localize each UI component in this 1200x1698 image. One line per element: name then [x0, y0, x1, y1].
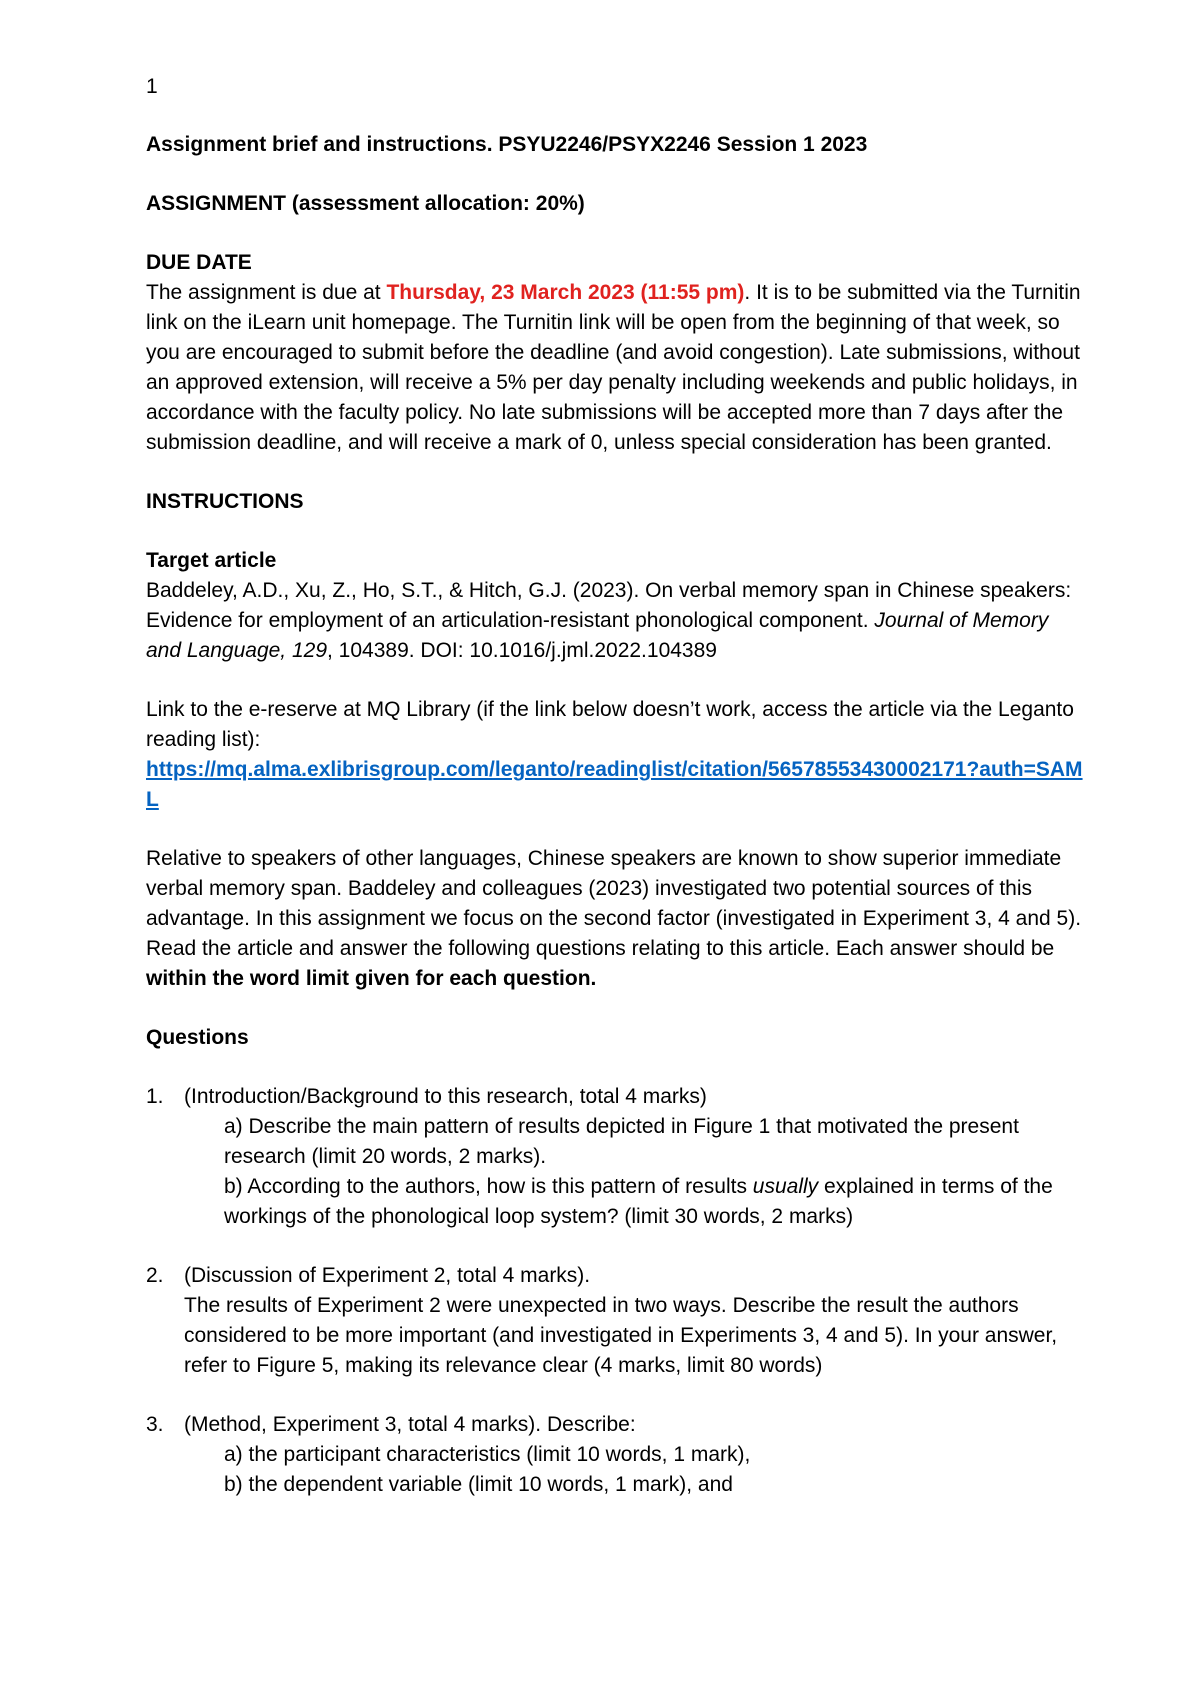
library-link-text: Link to the e-reserve at MQ Library (if the link below doesn’t work, access the article via the Leganto reading list): — [146, 698, 1074, 751]
page-number: 1 — [146, 75, 158, 98]
assignment-heading: ASSIGNMENT (assessment allocation: 20%) — [146, 192, 585, 215]
question-number: 3. — [146, 1413, 164, 1436]
question-1b-post: explained in terms of the workings of the phonological loop system? (limit 30 words, 2 marks) — [224, 1175, 1053, 1228]
question-1 — [146, 1082, 1086, 1232]
deadline-text: Thursday, 23 March 2023 (11:55 pm) — [386, 281, 745, 304]
question-2-body: The results of Experiment 2 were unexpected in two ways. Describe the result the authors considered to be more important (and investigated in Experiments 3, 4 and 5). In your answer, refer to Figure 5, making its relevance clear (4 marks, limit 80 words) — [184, 1294, 1058, 1377]
due-date-intro: The assignment is due at — [146, 281, 387, 304]
questions-list — [146, 1082, 1086, 1500]
question-1a: a) Describe the main pattern of results depicted in Figure 1 that motivated the present research (limit 20 words, 2 marks). — [224, 1115, 1019, 1168]
document-content — [146, 72, 1086, 1529]
overview-paragraph — [146, 844, 1086, 994]
question-number: 1. — [146, 1085, 164, 1108]
question-1b — [184, 1172, 1086, 1232]
question-3b: b) the dependent variable (limit 10 words, 1 mark), and — [224, 1473, 733, 1496]
word-limit-emphasis: within the word limit given for each question — [146, 967, 591, 990]
document-title: Assignment brief and instructions. PSYU2246/PSYX2246 Session 1 2023 — [146, 133, 868, 156]
questions-heading: Questions — [146, 1026, 249, 1049]
question-lead: (Method, Experiment 3, total 4 marks). Describe: — [184, 1413, 636, 1436]
question-number: 2. — [146, 1264, 164, 1287]
due-date-paragraph — [146, 278, 1086, 458]
question-lead: (Discussion of Experiment 2, total 4 marks). — [184, 1264, 591, 1287]
overview-end: . — [590, 967, 597, 990]
article-citation — [146, 576, 1086, 666]
due-date-body: . It is to be submitted via the Turnitin link on the iLearn unit homepage. The Turnitin link will be open from the beginning of that week, so you are encouraged to submit before the deadline (and avoid congestion). Late submissions, without an approved extension, will receive a 5% per day penalty including weekends and public holidays, in accordance with the faculty policy. No late submissions will be accepted more than 7 days after the submission deadline, and will receive a mark of 0, unless special consideration has been granted. — [146, 281, 1081, 454]
journal-name: Journal of Memory and Language, 129 — [146, 609, 1049, 662]
question-1b-pre: b) According to the authors, how is this pattern of results — [224, 1175, 753, 1198]
target-article-heading: Target article — [146, 549, 277, 572]
due-date-heading: DUE DATE — [146, 251, 252, 274]
citation-main: Baddeley, A.D., Xu, Z., Ho, S.T., & Hitch, G.J. (2023). On verbal memory span in Chinese speakers: Evidence for employment of an articulation-resistant phonological component. — [146, 579, 1072, 632]
library-link-line — [146, 755, 1086, 815]
question-lead: (Introduction/Background to this research, total 4 marks) — [184, 1085, 707, 1108]
instructions-heading: INSTRUCTIONS — [146, 490, 304, 513]
question-3a: a) the participant characteristics (limit 10 words, 1 mark), — [224, 1443, 751, 1466]
question-2 — [146, 1261, 1086, 1381]
question-3 — [146, 1410, 1086, 1500]
question-1b-italic: usually — [752, 1175, 819, 1198]
library-link[interactable]: https://mq.alma.exlibrisgroup.com/leganto/readinglist/citation/56578553430002171?auth=SAML — [146, 758, 1083, 811]
citation-tail: , 104389. DOI: 10.1016/j.jml.2022.104389 — [327, 639, 717, 662]
overview-text: Relative to speakers of other languages, Chinese speakers are known to show superior immediate verbal memory span. Baddeley and colleagues (2023) investigated two potential sources of this advantage. In this assignment we focus on the second factor (investigated in Experiment 3, 4 and 5). Read the article and answer the following questions relating to this article. Each answer should be — [146, 847, 1082, 960]
